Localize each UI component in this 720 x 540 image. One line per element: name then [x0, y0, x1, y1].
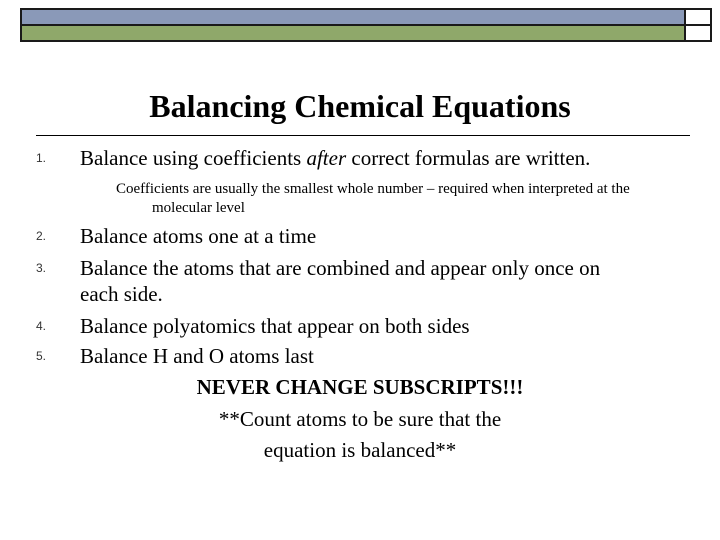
list-item-4: Balance polyatomics that appear on both sides [80, 314, 470, 338]
list-item-1-text-after: correct formulas are written. [346, 146, 591, 170]
list-number-3: 3. [36, 261, 47, 275]
list-number-4: 4. [36, 319, 47, 333]
list-number-5: 5. [36, 349, 47, 363]
header-band-green [20, 26, 686, 42]
title-divider [36, 135, 690, 136]
header-band-corner-box [686, 8, 712, 26]
decorative-header-band [20, 8, 712, 40]
list-item-3-line-1: Balance the atoms that are combined and appear only once on [80, 256, 601, 280]
note-line-1: **Count atoms to be sure that the [218, 407, 502, 431]
note-line-2: equation is balanced** [263, 438, 457, 462]
list-item-5: Balance H and O atoms last [80, 344, 314, 368]
list-item-2: Balance atoms one at a time [80, 224, 317, 248]
list-number-1: 1. [36, 151, 47, 165]
list-item-1-emphasis: after [306, 146, 347, 170]
header-band-corner-box-lower [686, 26, 712, 42]
list-item-1-text-before: Balance using coefficients [80, 146, 307, 170]
list-item-1 [80, 145, 690, 171]
list-number-2: 2. [36, 229, 47, 243]
list-item-3-line-2: each side. [80, 282, 163, 306]
header-band-blue [20, 8, 686, 26]
subpoint-text: Coefficients are usually the smallest whole number – required when interpreted at the molecular level [116, 181, 630, 216]
slide-title: Balancing Chemical Equations [149, 88, 571, 124]
warning-text: NEVER CHANGE SUBSCRIPTS!!! [196, 375, 524, 399]
